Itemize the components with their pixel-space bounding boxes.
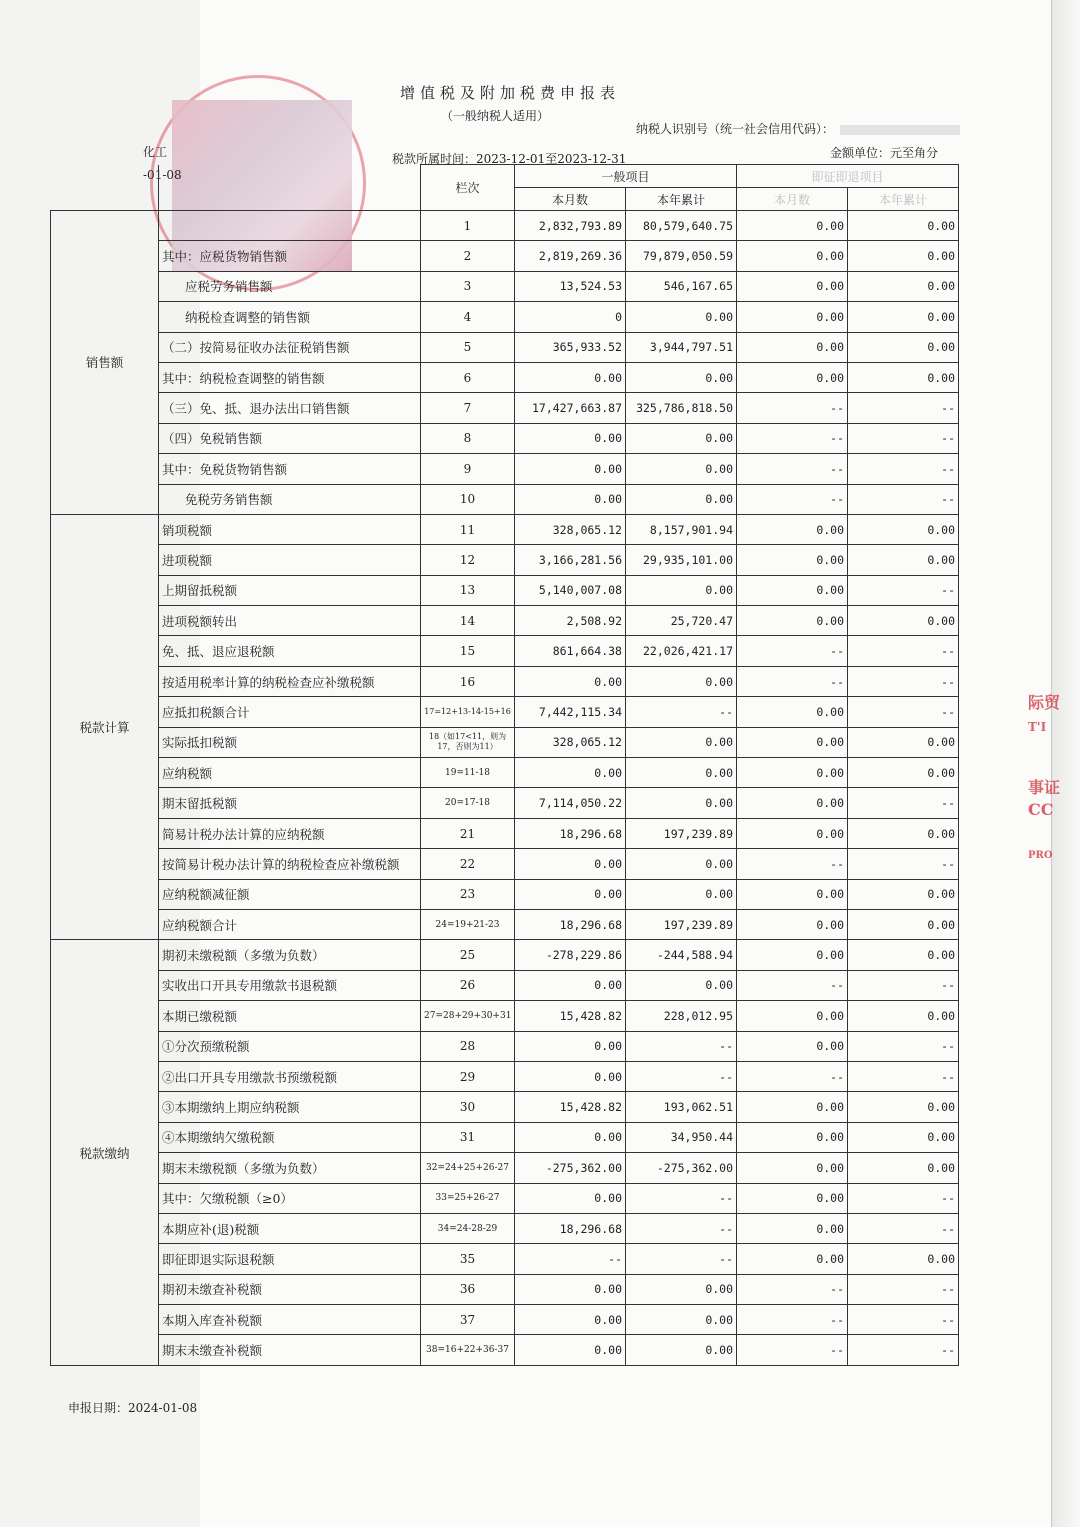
refund-year-value: --	[848, 849, 959, 879]
taxpayer-id-label: 纳税人识别号（统一社会信用代码）：	[636, 122, 835, 136]
table-row	[51, 636, 959, 666]
section-label: 销售额	[51, 211, 159, 515]
table-row	[51, 514, 959, 544]
row-item: 进项税额转出	[159, 606, 421, 636]
row-no: 19=11-18	[421, 758, 515, 788]
row-item: 其中：应税货物销售额	[159, 241, 421, 271]
refund-month-value: 0.00	[737, 940, 848, 970]
year-value: 0.00	[626, 362, 737, 392]
table-row	[51, 1183, 959, 1213]
year-value: 34,950.44	[626, 1122, 737, 1152]
month-value: 15,428.82	[515, 1092, 626, 1122]
refund-month-value: --	[737, 636, 848, 666]
refund-month-value: --	[737, 484, 848, 514]
refund-year-value: --	[848, 697, 959, 727]
month-header: 本月数	[515, 188, 626, 211]
row-item: 本期应补(退)税额	[159, 1213, 421, 1243]
year-value: 8,157,901.94	[626, 514, 737, 544]
header-row-1	[51, 165, 959, 188]
month-value: --	[515, 1244, 626, 1274]
refund-year-value: 0.00	[848, 362, 959, 392]
row-item: 按简易计税办法计算的纳税检查应补缴税额	[159, 849, 421, 879]
table-row	[51, 545, 959, 575]
refund-month-value: 0.00	[737, 818, 848, 848]
refund-year-value: 0.00	[848, 332, 959, 362]
year-value: 79,879,050.59	[626, 241, 737, 271]
refund-month-value: 0.00	[737, 302, 848, 332]
declare-date: 申报日期：2024-01-08	[68, 1401, 198, 1415]
refund-month-value: 0.00	[737, 1001, 848, 1031]
year-value: --	[626, 1244, 737, 1274]
month-value: 18,296.68	[515, 1213, 626, 1243]
table-row	[51, 362, 959, 392]
refund-month-value: 0.00	[737, 1092, 848, 1122]
refund-month-value: --	[737, 970, 848, 1000]
vat-return-table	[50, 164, 959, 1366]
refund-year-value: --	[848, 454, 959, 484]
refund-year-value: 0.00	[848, 909, 959, 939]
row-item: 应抵扣税额合计	[159, 697, 421, 727]
month-value: 0.00	[515, 849, 626, 879]
refund-year-value: 0.00	[848, 545, 959, 575]
row-no: 9	[421, 454, 515, 484]
row-item: （二）按简易征收办法征税销售额	[159, 332, 421, 362]
table-row	[51, 332, 959, 362]
year-value: 0.00	[626, 423, 737, 453]
table-row	[51, 241, 959, 271]
table-row	[51, 423, 959, 453]
row-item: ①分次预缴税额	[159, 1031, 421, 1061]
month-value: 15,428.82	[515, 1001, 626, 1031]
table-row	[51, 1092, 959, 1122]
year-value: 0.00	[626, 788, 737, 818]
year-value: 193,062.51	[626, 1092, 737, 1122]
date-fragment: -01-08	[143, 168, 182, 182]
table-row	[51, 1244, 959, 1274]
refund-month-value: --	[737, 393, 848, 423]
table-row	[51, 1001, 959, 1031]
row-item: 应纳税额	[159, 758, 421, 788]
year-value: --	[626, 1213, 737, 1243]
row-no: 10	[421, 484, 515, 514]
refund-year-value: 0.00	[848, 758, 959, 788]
refund-month-value: 0.00	[737, 545, 848, 575]
month-value: 0.00	[515, 423, 626, 453]
month-value: 861,664.38	[515, 636, 626, 666]
row-no: 25	[421, 940, 515, 970]
table-row	[51, 1122, 959, 1152]
month-value: -275,362.00	[515, 1153, 626, 1183]
row-item: ②出口开具专用缴款书预缴税额	[159, 1061, 421, 1091]
form-title: 增值税及附加税费申报表	[399, 84, 620, 102]
year-value: 0.00	[626, 302, 737, 332]
refund-year-value: --	[848, 970, 959, 1000]
refund-year-value: --	[848, 636, 959, 666]
refund-year-value: 0.00	[848, 1092, 959, 1122]
refund-year-value: 0.00	[848, 241, 959, 271]
year-value: 0.00	[626, 970, 737, 1000]
refund-year-value: 0.00	[848, 1122, 959, 1152]
month-value: 18,296.68	[515, 818, 626, 848]
year-value: 0.00	[626, 849, 737, 879]
month-value: 0.00	[515, 666, 626, 696]
row-no: 29	[421, 1061, 515, 1091]
table-row	[51, 879, 959, 909]
month-value: 2,508.92	[515, 606, 626, 636]
table-row	[51, 758, 959, 788]
refund-year-value: 0.00	[848, 302, 959, 332]
refund-month-value: 0.00	[737, 271, 848, 301]
refund-month-value: 0.00	[737, 788, 848, 818]
month-value: -278,229.86	[515, 940, 626, 970]
section-label: 税款计算	[51, 514, 159, 939]
row-item: 应纳税额合计	[159, 909, 421, 939]
month-value: 3,166,281.56	[515, 545, 626, 575]
refund-month-value: --	[737, 849, 848, 879]
refund-year-value: 0.00	[848, 727, 959, 757]
month-value: 0.00	[515, 484, 626, 514]
refund-year-value: 0.00	[848, 879, 959, 909]
year-value: 0.00	[626, 879, 737, 909]
row-no: 23	[421, 879, 515, 909]
row-item: 即征即退实际退税额	[159, 1244, 421, 1274]
group-refund-header: 即征即退项目	[737, 165, 959, 188]
month-value: 2,832,793.89	[515, 211, 626, 241]
month-value: 328,065.12	[515, 514, 626, 544]
refund-year-value: --	[848, 575, 959, 605]
refund-month-value: 0.00	[737, 909, 848, 939]
row-item: 免、抵、退应退税额	[159, 636, 421, 666]
amount-unit: 金额单位：元至角分	[830, 146, 939, 160]
row-item: （三）免、抵、退办法出口销售额	[159, 393, 421, 423]
row-item: 期初未缴税额（多缴为负数）	[159, 940, 421, 970]
refund-year-value: 0.00	[848, 211, 959, 241]
refund-year-value: --	[848, 423, 959, 453]
refund-month-value: 0.00	[737, 575, 848, 605]
row-item: 期末未缴税额（多缴为负数）	[159, 1153, 421, 1183]
refund-month-value: --	[737, 1274, 848, 1304]
row-item: 应税劳务销售额	[159, 271, 421, 301]
refund-month-value: 0.00	[737, 241, 848, 271]
month-value: 0.00	[515, 1122, 626, 1152]
year-value: 546,167.65	[626, 271, 737, 301]
refund-month-value: 0.00	[737, 1213, 848, 1243]
table-row	[51, 454, 959, 484]
table-row	[51, 1153, 959, 1183]
row-no: 5	[421, 332, 515, 362]
row-item: 简易计税办法计算的应纳税额	[159, 818, 421, 848]
year-value: 25,720.47	[626, 606, 737, 636]
month-value: 0.00	[515, 970, 626, 1000]
year-value: --	[626, 1031, 737, 1061]
month-value: 18,296.68	[515, 909, 626, 939]
table-row	[51, 909, 959, 939]
row-item: 纳税检查调整的销售额	[159, 302, 421, 332]
month-value: 7,442,115.34	[515, 697, 626, 727]
section-label: 税款缴纳	[51, 940, 159, 1365]
row-no: 3	[421, 271, 515, 301]
row-no: 38=16+22+36-37	[421, 1335, 515, 1365]
form-subtitle: （一般纳税人适用）	[440, 109, 549, 123]
year-value: 3,944,797.51	[626, 332, 737, 362]
refund-year-value: --	[848, 484, 959, 514]
row-item: 期初未缴查补税额	[159, 1274, 421, 1304]
year-value: --	[626, 697, 737, 727]
row-item: 本期已缴税额	[159, 1001, 421, 1031]
row-no: 11	[421, 514, 515, 544]
table-row	[51, 666, 959, 696]
month-value: 7,114,050.22	[515, 788, 626, 818]
refund-year-value: --	[848, 1335, 959, 1365]
year-value: 0.00	[626, 758, 737, 788]
row-no: 4	[421, 302, 515, 332]
refund-month-value: 0.00	[737, 211, 848, 241]
table-row	[51, 271, 959, 301]
refund-year-value: --	[848, 1213, 959, 1243]
row-no: 32=24+25+26-27	[421, 1153, 515, 1183]
year-value: 197,239.89	[626, 818, 737, 848]
row-item: 本期入库查补税额	[159, 1305, 421, 1335]
refund-month-value: 0.00	[737, 332, 848, 362]
table-row	[51, 606, 959, 636]
month-value: 0.00	[515, 1305, 626, 1335]
refund-year-value: --	[848, 1274, 959, 1304]
row-no: 28	[421, 1031, 515, 1061]
year-value: 325,786,818.50	[626, 393, 737, 423]
refund-month-value: 0.00	[737, 727, 848, 757]
table-row	[51, 788, 959, 818]
row-item: ③本期缴纳上期应纳税额	[159, 1092, 421, 1122]
row-item: 期末留抵税额	[159, 788, 421, 818]
year-value: 0.00	[626, 1335, 737, 1365]
refund-month-value: 0.00	[737, 514, 848, 544]
row-no: 1	[421, 211, 515, 241]
row-item: 实收出口开具专用缴款书退税额	[159, 970, 421, 1000]
year-value: --	[626, 1061, 737, 1091]
row-item: 应纳税额减征额	[159, 879, 421, 909]
refund-month-value: 0.00	[737, 1031, 848, 1061]
refund-month-value: 0.00	[737, 1244, 848, 1274]
month-value: 0.00	[515, 454, 626, 484]
table-row	[51, 1335, 959, 1365]
row-item: 进项税额	[159, 545, 421, 575]
row-no: 35	[421, 1244, 515, 1274]
table-row	[51, 970, 959, 1000]
month-value: 365,933.52	[515, 332, 626, 362]
month-value: 0.00	[515, 1183, 626, 1213]
year-value: 0.00	[626, 727, 737, 757]
header-corner	[51, 165, 159, 211]
refund-month-value: 0.00	[737, 879, 848, 909]
row-no: 16	[421, 666, 515, 696]
row-item: ④本期缴纳欠缴税额	[159, 1122, 421, 1152]
refund-year-value: 0.00	[848, 1244, 959, 1274]
refund-year-value: 0.00	[848, 514, 959, 544]
row-item: 其中：欠缴税额（≥0）	[159, 1183, 421, 1213]
refund-month-value: 0.00	[737, 758, 848, 788]
year-value: 0.00	[626, 575, 737, 605]
table-row	[51, 1274, 959, 1304]
refund-year-value: 0.00	[848, 606, 959, 636]
month-value: 13,524.53	[515, 271, 626, 301]
row-no: 24=19+21-23	[421, 909, 515, 939]
row-item: 其中：纳税检查调整的销售额	[159, 362, 421, 392]
row-no: 33=25+26-27	[421, 1183, 515, 1213]
row-item: 实际抵扣税额	[159, 727, 421, 757]
refund-year-value: --	[848, 393, 959, 423]
refund-month-value: --	[737, 1305, 848, 1335]
refund-month-value: --	[737, 423, 848, 453]
refund-month-value: --	[737, 454, 848, 484]
refund-month-value: --	[737, 1335, 848, 1365]
row-item: 按适用税率计算的纳税检查应补缴税额	[159, 666, 421, 696]
table-row	[51, 575, 959, 605]
refund-year-value: --	[848, 666, 959, 696]
row-no: 34=24-28-29	[421, 1213, 515, 1243]
refund-year-value: --	[848, 1031, 959, 1061]
row-no: 27=28+29+30+31	[421, 1001, 515, 1031]
year-value: 0.00	[626, 484, 737, 514]
row-no: 31	[421, 1122, 515, 1152]
month-value: 5,140,007.08	[515, 575, 626, 605]
year-value: 80,579,640.75	[626, 211, 737, 241]
table-row	[51, 1061, 959, 1091]
taxpayer-id	[636, 120, 960, 137]
month-value: 0.00	[515, 758, 626, 788]
table-row	[51, 1213, 959, 1243]
year-header: 本年累计	[626, 188, 737, 211]
refund-month-value: 0.00	[737, 697, 848, 727]
month-value: 0.00	[515, 1274, 626, 1304]
company-name-fragment: 化工	[143, 145, 168, 159]
row-no: 6	[421, 362, 515, 392]
month2-header: 本月数	[737, 188, 848, 211]
year-value: --	[626, 1183, 737, 1213]
refund-month-value: --	[737, 666, 848, 696]
row-no: 17=12+13-14-15+16	[421, 697, 515, 727]
table-row	[51, 849, 959, 879]
col-no-header: 栏次	[421, 165, 515, 211]
year-value: 0.00	[626, 454, 737, 484]
refund-year-value: --	[848, 1305, 959, 1335]
red-stamp-fragment: 际贸 T'I 事证 CC PRO	[1028, 693, 1061, 861]
row-no: 26	[421, 970, 515, 1000]
table-row	[51, 302, 959, 332]
row-no: 20=17-18	[421, 788, 515, 818]
refund-year-value: 0.00	[848, 1153, 959, 1183]
table-row	[51, 818, 959, 848]
row-no: 15	[421, 636, 515, 666]
row-no: 7	[421, 393, 515, 423]
month-value: 0.00	[515, 1061, 626, 1091]
table-row	[51, 484, 959, 514]
refund-month-value: 0.00	[737, 1122, 848, 1152]
year-value: -244,588.94	[626, 940, 737, 970]
year-value: 228,012.95	[626, 1001, 737, 1031]
month-value: 0.00	[515, 1031, 626, 1061]
row-no: 36	[421, 1274, 515, 1304]
table-row	[51, 1031, 959, 1061]
table-row	[51, 211, 959, 241]
row-no: 2	[421, 241, 515, 271]
row-no: 13	[421, 575, 515, 605]
year2-header: 本年累计	[848, 188, 959, 211]
table-row	[51, 1305, 959, 1335]
taxpayer-id-redacted	[840, 125, 960, 135]
refund-year-value: 0.00	[848, 1001, 959, 1031]
row-no: 21	[421, 818, 515, 848]
row-item: 其中：免税货物销售额	[159, 454, 421, 484]
month-value: 17,427,663.87	[515, 393, 626, 423]
group-general-header: 一般项目	[515, 165, 737, 188]
header-item	[159, 165, 421, 211]
refund-month-value: 0.00	[737, 606, 848, 636]
year-value: 0.00	[626, 666, 737, 696]
row-no: 8	[421, 423, 515, 453]
year-value: 197,239.89	[626, 909, 737, 939]
row-no: 18（如17<11，则为17，否则为11）	[421, 727, 515, 757]
row-item: （四）免税销售额	[159, 423, 421, 453]
refund-year-value: --	[848, 788, 959, 818]
year-value: 22,026,421.17	[626, 636, 737, 666]
month-value: 0.00	[515, 362, 626, 392]
table-row	[51, 727, 959, 757]
refund-month-value: 0.00	[737, 1183, 848, 1213]
table-row	[51, 393, 959, 423]
table-row	[51, 697, 959, 727]
row-item: 期末未缴查补税额	[159, 1335, 421, 1365]
refund-year-value: 0.00	[848, 940, 959, 970]
tax-period: 税款所属时间：2023-12-01至2023-12-31	[392, 152, 627, 166]
month-value: 0.00	[515, 879, 626, 909]
refund-year-value: 0.00	[848, 818, 959, 848]
refund-year-value: --	[848, 1183, 959, 1213]
row-item: 免税劳务销售额	[159, 484, 421, 514]
year-value: 0.00	[626, 1274, 737, 1304]
row-no: 37	[421, 1305, 515, 1335]
refund-month-value: --	[737, 1061, 848, 1091]
row-no: 14	[421, 606, 515, 636]
refund-month-value: 0.00	[737, 362, 848, 392]
refund-year-value: --	[848, 1061, 959, 1091]
row-item: 销项税额	[159, 514, 421, 544]
row-no: 12	[421, 545, 515, 575]
month-value: 2,819,269.36	[515, 241, 626, 271]
refund-year-value: 0.00	[848, 271, 959, 301]
row-no: 22	[421, 849, 515, 879]
table-row	[51, 940, 959, 970]
refund-month-value: 0.00	[737, 1153, 848, 1183]
month-value: 0.00	[515, 1335, 626, 1365]
row-no: 30	[421, 1092, 515, 1122]
month-value: 0	[515, 302, 626, 332]
year-value: -275,362.00	[626, 1153, 737, 1183]
year-value: 0.00	[626, 1305, 737, 1335]
row-item: 上期留抵税额	[159, 575, 421, 605]
row-item	[159, 211, 421, 241]
year-value: 29,935,101.00	[626, 545, 737, 575]
month-value: 328,065.12	[515, 727, 626, 757]
